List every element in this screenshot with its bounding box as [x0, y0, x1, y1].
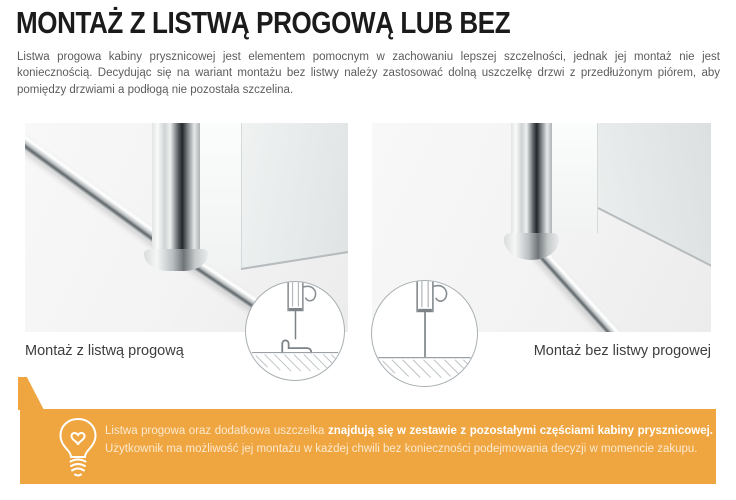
- lightbulb-icon: [54, 416, 102, 477]
- note-line1-regular: Listwa progowa oraz dodatkowa uszczelka: [105, 425, 328, 437]
- note-text: [105, 422, 713, 458]
- extended-seal-diagram: [371, 280, 478, 387]
- page-title: MONTAŻ Z LISTWĄ PROGOWĄ LUB BEZ: [16, 5, 511, 40]
- floor-hatching: [383, 360, 472, 378]
- note-line1-bold: znajdują się w zestawie z pozostałymi częściami kabiny prysznicowej.: [327, 425, 713, 437]
- wall-panel: [598, 123, 711, 332]
- banner-tail: [18, 377, 44, 410]
- door-glass-panel: [552, 123, 598, 233]
- chrome-profile: [511, 123, 552, 241]
- door-glass-panel: [200, 123, 242, 269]
- caption-without-strip: Montaż bez listwy progowej: [533, 343, 711, 359]
- note-banner: [20, 409, 716, 484]
- floor-hatching: [256, 355, 339, 372]
- note-line2: Użytkownik ma możliwość jej montażu w każdej chwili bez konieczności podejmowania decyzji w momencie zakupu.: [105, 443, 698, 455]
- threshold-strip-diagram: [245, 281, 345, 381]
- intro-paragraph: Listwa progowa kabiny prysznicowej jest elementem pomocnym w zachowaniu lepszej szczelności, jednak jej montaż nie jest koniecznością. Decydując się na wariant montażu bez listwy należy zastosować dolną uszczelkę drzwi z przedłużonym piórem, aby pomiędzy drzwiami a podłogą nie pozostała szczelina.: [17, 51, 720, 96]
- caption-with-strip: Montaż z listwą progową: [25, 343, 184, 359]
- chrome-profile: [152, 123, 200, 261]
